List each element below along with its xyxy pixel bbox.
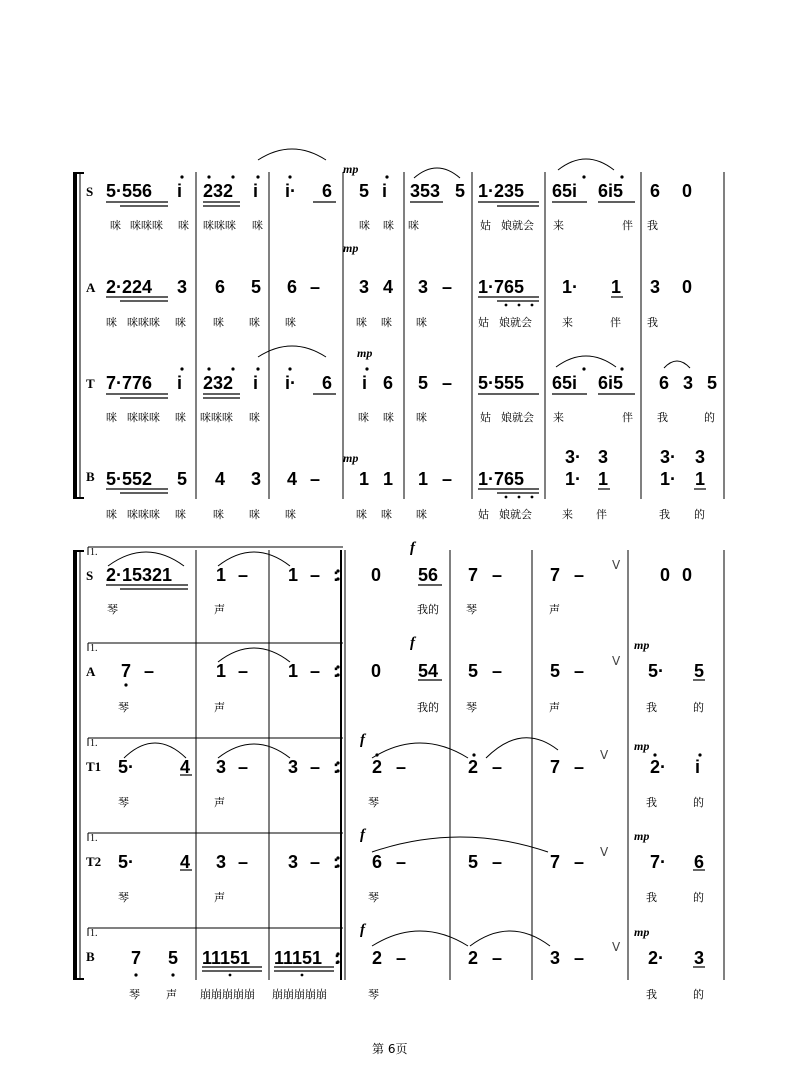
note: 6i5	[598, 373, 624, 393]
note: 11151	[202, 948, 251, 968]
lyric: 琴	[107, 603, 118, 616]
note: i	[362, 373, 368, 393]
lyric: 我	[646, 891, 657, 904]
lyric: 崩崩崩崩崩	[200, 988, 255, 1001]
lyric: 咪	[213, 316, 224, 329]
lyric: 娘就会	[501, 411, 534, 424]
note: –	[574, 852, 585, 872]
lyric: 我的	[417, 603, 439, 616]
note: 0	[682, 565, 693, 585]
lyric: 来	[562, 508, 573, 521]
lyric: 咪	[175, 316, 186, 329]
lyric: 崩崩崩崩崩	[272, 988, 327, 1001]
lyric: 的	[693, 701, 704, 714]
note: :	[333, 565, 339, 585]
dynamic-f: f	[360, 922, 365, 938]
lyric: 咪	[249, 411, 260, 424]
note: 3	[288, 757, 299, 777]
note: –	[238, 661, 249, 681]
dynamic-f: f	[360, 732, 365, 748]
lyric: 伴	[622, 219, 633, 232]
note: –	[396, 852, 407, 872]
lyric: 声	[214, 701, 225, 714]
note: –	[238, 757, 249, 777]
note: 5	[694, 661, 705, 681]
note: :	[333, 661, 339, 681]
note: 3	[550, 948, 561, 968]
note: 1	[216, 661, 227, 681]
note: 3	[216, 852, 227, 872]
note: 6	[215, 277, 226, 297]
note: –	[574, 661, 585, 681]
note-upper: 3·	[660, 447, 677, 467]
note: –	[442, 373, 453, 393]
lyric: 姑	[480, 219, 491, 232]
note: –	[310, 469, 321, 489]
note: 1·765	[478, 277, 525, 297]
lyric: 咪	[381, 508, 392, 521]
note: –	[396, 948, 407, 968]
note: 232	[203, 181, 234, 201]
note: 5	[455, 181, 466, 201]
lyric: 声	[549, 701, 560, 714]
note: 4	[287, 469, 298, 489]
part-label-alto: A	[86, 280, 96, 295]
note: 1	[288, 565, 299, 585]
lyric: 咪	[110, 219, 121, 232]
note: 1·	[562, 277, 579, 297]
note: 5	[468, 852, 479, 872]
volta-1: 1.	[90, 928, 98, 939]
lyric: 咪	[356, 316, 367, 329]
lyric: 的	[704, 411, 715, 424]
note: 5	[251, 277, 262, 297]
dynamic-mp: mp	[357, 346, 373, 360]
lyric: 咪咪咪	[127, 508, 160, 521]
note: i	[695, 757, 701, 777]
part-label-bass: B	[86, 469, 95, 484]
note: 5	[177, 469, 188, 489]
lyric: 咪	[106, 508, 117, 521]
note: 5·556	[106, 181, 153, 201]
note: 1	[611, 277, 622, 297]
lyric: 声	[549, 603, 560, 616]
note: –	[310, 277, 321, 297]
note: 3	[216, 757, 227, 777]
lyric: 我	[657, 411, 668, 424]
note: 1	[418, 469, 429, 489]
lyric: 姑	[478, 316, 489, 329]
lyric: 伴	[610, 316, 621, 329]
lyric: 咪	[175, 411, 186, 424]
lyric: 娘就会	[501, 219, 534, 232]
note: 6	[659, 373, 670, 393]
note: 3	[418, 277, 429, 297]
lyric: 咪咪咪	[127, 411, 160, 424]
note: 7	[550, 757, 561, 777]
note: 232	[203, 373, 234, 393]
note: :	[333, 852, 339, 872]
lyric: 琴	[118, 701, 129, 714]
note: 6	[372, 852, 383, 872]
lyric: 咪	[106, 411, 117, 424]
breath-mark: V	[612, 558, 621, 572]
note: 5·	[118, 757, 135, 777]
lyric: 琴	[466, 701, 477, 714]
note: 0	[371, 661, 382, 681]
note: 7	[121, 661, 132, 681]
lyric: 咪	[213, 508, 224, 521]
note: :	[333, 757, 339, 777]
note: 6	[650, 181, 661, 201]
note: –	[310, 852, 321, 872]
note: 6	[322, 373, 333, 393]
note: 3	[359, 277, 370, 297]
note: 3	[177, 277, 188, 297]
lyric: 姑	[480, 411, 491, 424]
lyric: 咪	[175, 508, 186, 521]
lyric: 咪	[106, 316, 117, 329]
lyric: 声	[166, 988, 177, 1001]
lyric: 姑	[478, 508, 489, 521]
note: 4	[180, 757, 191, 777]
note: 4	[215, 469, 226, 489]
note: i·	[285, 181, 296, 201]
lyric: 来	[553, 219, 564, 232]
lyric: 咪咪咪	[203, 219, 236, 232]
lyric: 咪	[359, 219, 370, 232]
note: 0	[682, 181, 693, 201]
lyric: 伴	[622, 411, 633, 424]
lyric: 咪咪咪	[200, 411, 233, 424]
lyric: 的	[693, 891, 704, 904]
note: –	[238, 852, 249, 872]
dynamic-mp: mp	[343, 162, 359, 176]
dynamic-mp: mp	[634, 638, 650, 652]
dynamic-mp: mp	[634, 925, 650, 939]
lyric: 咪	[416, 316, 427, 329]
part-label-soprano: S	[86, 184, 94, 199]
part-label-tenor1: T1	[86, 759, 102, 774]
note: 2	[468, 757, 479, 777]
lyric: 咪	[358, 411, 369, 424]
note: i	[253, 181, 259, 201]
note: –	[396, 757, 407, 777]
note: –	[238, 565, 249, 585]
note: 5·	[118, 852, 135, 872]
note: i	[382, 181, 388, 201]
note: 7	[550, 565, 561, 585]
note: 65i	[552, 181, 578, 201]
note: 2·	[648, 948, 665, 968]
lyric: 琴	[368, 988, 379, 1001]
dynamic-f: f	[360, 827, 365, 843]
note: –	[310, 757, 321, 777]
volta-1: 1.	[90, 643, 98, 654]
note: –	[492, 661, 503, 681]
lyric: 琴	[368, 796, 379, 809]
note: 7	[550, 852, 561, 872]
lyric: 我的	[417, 701, 439, 714]
lyric: 咪	[178, 219, 189, 232]
lyric: 咪	[356, 508, 367, 521]
note: 5·552	[106, 469, 153, 489]
breath-mark: V	[612, 654, 621, 668]
lyric: 琴	[118, 796, 129, 809]
lyric: 咪	[252, 219, 263, 232]
note: 7	[468, 565, 479, 585]
breath-mark: V	[612, 940, 621, 954]
note: 6i5	[598, 181, 624, 201]
lyric: 咪	[285, 316, 296, 329]
note: 1·235	[478, 181, 525, 201]
lyric: 咪	[383, 411, 394, 424]
lyric: 来	[553, 411, 564, 424]
part-label-bass: B	[86, 949, 95, 964]
note: 6	[383, 373, 394, 393]
breath-mark: V	[600, 845, 609, 859]
note: i	[253, 373, 259, 393]
note: 1	[695, 469, 706, 489]
lyric: 咪	[381, 316, 392, 329]
part-label-tenor2: T2	[86, 854, 102, 869]
lyric: 我	[659, 508, 670, 521]
dynamic-mp: mp	[634, 829, 650, 843]
dynamic-mp: mp	[343, 241, 359, 255]
note: 6	[287, 277, 298, 297]
dynamic-f: f	[410, 540, 415, 556]
lyric: 咪	[249, 508, 260, 521]
note: 2·15321	[106, 565, 173, 585]
note: i·	[285, 373, 296, 393]
note: 1	[598, 469, 609, 489]
note: 2·	[650, 757, 667, 777]
dynamic-f: f	[410, 635, 415, 651]
note: 11151	[274, 948, 323, 968]
lyric: 琴	[129, 988, 140, 1001]
volta-1: 1.	[90, 547, 98, 558]
part-label-tenor: T	[86, 376, 95, 391]
lyric: 咪	[285, 508, 296, 521]
note: 7·776	[106, 373, 153, 393]
note: 5	[468, 661, 479, 681]
note: 4	[180, 852, 191, 872]
lyric: 咪	[383, 219, 394, 232]
note: 5	[168, 948, 179, 968]
note-upper: 3	[695, 447, 706, 467]
lyric: 来	[562, 316, 573, 329]
page-number: 第 6页	[372, 1042, 408, 1056]
note-upper: 3·	[565, 447, 582, 467]
note: 6	[694, 852, 705, 872]
lyric: 声	[214, 891, 225, 904]
note: –	[492, 852, 503, 872]
note: 7·	[650, 852, 667, 872]
lyric: 的	[693, 796, 704, 809]
note: i	[177, 373, 183, 393]
note: 3	[683, 373, 694, 393]
note: –	[574, 948, 585, 968]
note: 2·224	[106, 277, 153, 297]
note: –	[310, 565, 321, 585]
note: 3	[694, 948, 705, 968]
note: 65i	[552, 373, 578, 393]
note: 54	[418, 661, 439, 681]
note: 1	[359, 469, 370, 489]
part-label-soprano: S	[86, 568, 94, 583]
lyric: 咪	[249, 316, 260, 329]
note: –	[442, 277, 453, 297]
lyric: 的	[693, 988, 704, 1001]
breath-mark: V	[600, 748, 609, 762]
lyric: 琴	[466, 603, 477, 616]
note: –	[144, 661, 155, 681]
note: 3	[650, 277, 661, 297]
lyric: 咪	[408, 219, 419, 232]
note: 0	[660, 565, 671, 585]
note: 0	[371, 565, 382, 585]
note: 5·555	[478, 373, 525, 393]
lyric: 我	[646, 988, 657, 1001]
note: –	[492, 565, 503, 585]
note: 5	[359, 181, 370, 201]
note: 3	[251, 469, 262, 489]
lyric: 琴	[368, 891, 379, 904]
note: i	[177, 181, 183, 201]
lyric: 声	[214, 603, 225, 616]
note: 3	[288, 852, 299, 872]
note: 2	[372, 948, 383, 968]
note: 4	[383, 277, 394, 297]
note: 353	[410, 181, 441, 201]
note: 2	[372, 757, 383, 777]
lyric: 娘就会	[499, 508, 532, 521]
lyric: 咪	[416, 411, 427, 424]
note: –	[574, 757, 585, 777]
note: 5	[550, 661, 561, 681]
lyric: 伴	[596, 508, 607, 521]
note: –	[492, 757, 503, 777]
dynamic-mp: mp	[634, 739, 650, 753]
note: –	[574, 565, 585, 585]
note: –	[492, 948, 503, 968]
note: –	[310, 661, 321, 681]
lyric: 声	[214, 796, 225, 809]
volta-1: 1.	[90, 738, 98, 749]
note-upper: 3	[598, 447, 609, 467]
lyric: 娘就会	[499, 316, 532, 329]
note: 0	[682, 277, 693, 297]
note: 1·765	[478, 469, 525, 489]
lyric: 我	[646, 701, 657, 714]
lyric: 我	[647, 316, 658, 329]
note: 1	[383, 469, 394, 489]
part-label-alto: A	[86, 664, 96, 679]
note: 6	[322, 181, 333, 201]
note: –	[442, 469, 453, 489]
note: 1·	[565, 469, 582, 489]
lyric: 咪咪咪	[127, 316, 160, 329]
note: :	[334, 948, 340, 968]
dynamic-mp: mp	[343, 451, 359, 465]
volta-1: 1.	[90, 833, 98, 844]
lyric: 我	[646, 796, 657, 809]
note: 56	[418, 565, 439, 585]
lyric: 琴	[118, 891, 129, 904]
note: 2	[468, 948, 479, 968]
note: 1	[216, 565, 227, 585]
lyric: 咪咪咪	[130, 219, 163, 232]
note: 5	[707, 373, 718, 393]
lyric: 咪	[416, 508, 427, 521]
lyric: 我	[647, 219, 658, 232]
note: 1	[288, 661, 299, 681]
note: 5·	[648, 661, 665, 681]
note: 5	[418, 373, 429, 393]
note: 1·	[660, 469, 677, 489]
note: 7	[131, 948, 142, 968]
lyric: 的	[694, 508, 705, 521]
